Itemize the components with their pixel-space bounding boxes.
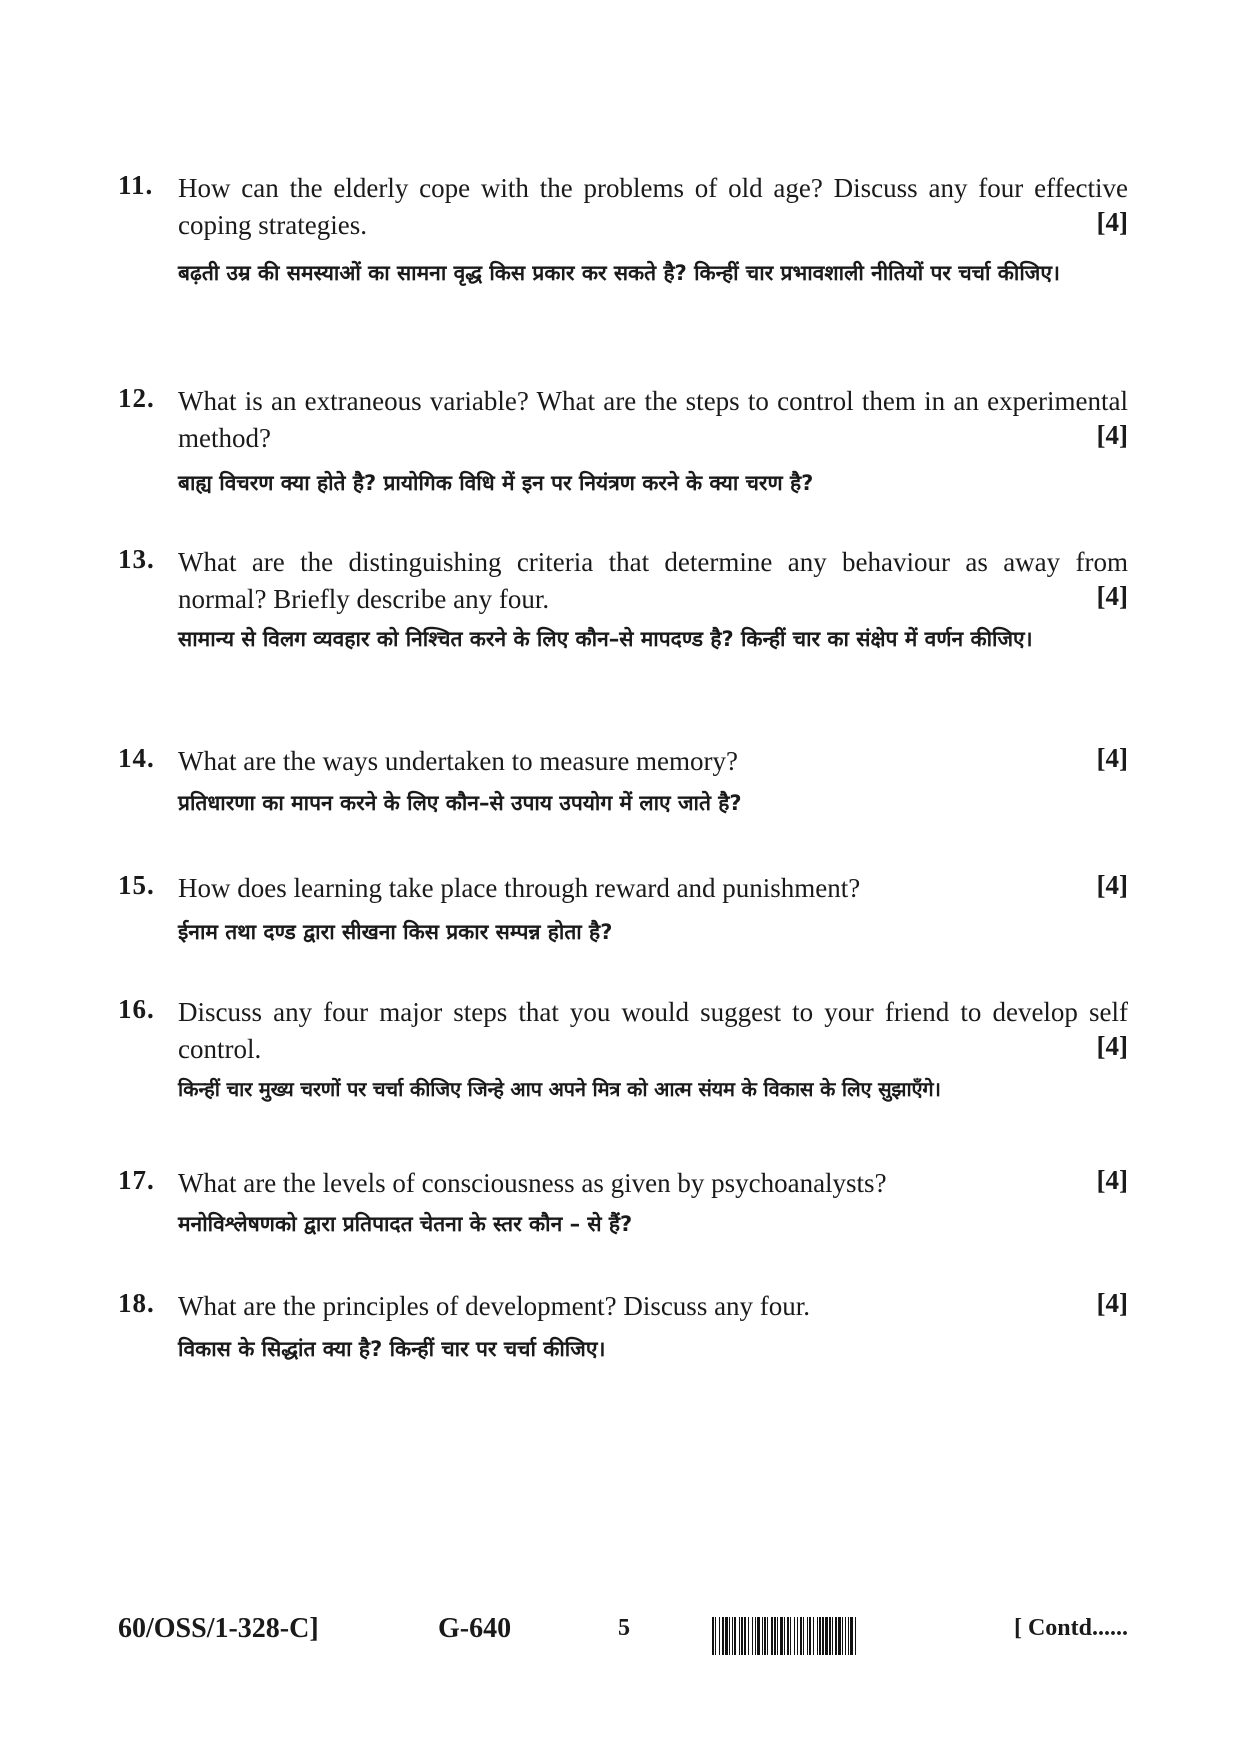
question-marks: [4] xyxy=(1096,743,1128,773)
question-english: What are the ways undertaken to measure memory? xyxy=(178,746,739,776)
page-number: 5 xyxy=(618,1615,630,1641)
question-hindi: बाह्य विचरण क्या होते है? प्रायोगिक विधि में इन पर नियंत्रण करने के क्या चरण है? xyxy=(178,471,814,495)
continued-label: [ Contd...... xyxy=(1013,1615,1128,1641)
question-hindi: ईनाम तथा दण्ड द्वारा सीखना किस प्रकार सम्पन्न होता है? xyxy=(178,920,613,944)
paper-code: 60/OSS/1-328-C] xyxy=(118,1613,319,1644)
question-number: 13. xyxy=(118,544,155,574)
question-marks: [4] xyxy=(1096,207,1128,237)
question-hindi: विकास के सिद्धांत क्या है? किन्हीं चार पर चर्चा कीजिए। xyxy=(178,1337,606,1361)
question-marks: [4] xyxy=(1096,581,1128,611)
question-english: How can the elderly cope with the problems of old age? Discuss any four effective coping strategies. xyxy=(178,173,1128,240)
question-marks: [4] xyxy=(1096,1165,1128,1195)
question-english: Discuss any four major steps that you would suggest to your friend to develop self control. xyxy=(178,997,1128,1064)
question-english: What are the levels of consciousness as given by psychoanalysts? xyxy=(178,1168,887,1198)
question-hindi: किन्हीं चार मुख्य चरणों पर चर्चा कीजिए जिन्हे आप अपने मित्र को आत्म संयम के विकास के लिए सुझाएँगे। xyxy=(178,1077,941,1101)
question-hindi: सामान्य से विलग व्यवहार को निश्चित करने के लिए कौन–से मापदण्ड है? किन्हीं चार का संक्षेप में वर्णन कीजिए। xyxy=(178,627,1033,651)
question-number: 15. xyxy=(118,870,155,900)
question-english: How does learning take place through reward and punishment? xyxy=(178,873,861,903)
question-hindi: प्रतिधारणा का मापन करने के लिए कौन–से उपाय उपयोग में लाए जाते है? xyxy=(178,791,742,815)
barcode-icon xyxy=(712,1617,988,1655)
question-hindi: मनोविश्लेषणको द्वारा प्रतिपादत चेतना के स्तर कौन – से हैं? xyxy=(178,1212,633,1236)
question-number: 16. xyxy=(118,994,155,1024)
question-english: What are the principles of development? Discuss any four. xyxy=(178,1291,811,1321)
question-number: 17. xyxy=(118,1165,155,1195)
question-english: What are the distinguishing criteria that determine any behaviour as away from normal? Briefly describe any four. xyxy=(178,547,1128,614)
question-number: 14. xyxy=(118,743,155,773)
question-english: What is an extraneous variable? What are the steps to control them in an experimental method? xyxy=(178,386,1128,453)
question-marks: [4] xyxy=(1096,1031,1128,1061)
question-marks: [4] xyxy=(1096,420,1128,450)
question-marks: [4] xyxy=(1096,870,1128,900)
question-number: 12. xyxy=(118,383,155,413)
question-marks: [4] xyxy=(1096,1288,1128,1318)
page-footer xyxy=(118,1613,1128,1653)
question-hindi: बढ़ती उम्र की समस्याओं का सामना वृद्ध किस प्रकार कर सकते है? किन्हीं चार प्रभावशाली नीतियों पर चर्चा कीजिए। xyxy=(178,261,1060,285)
question-number: 11. xyxy=(118,170,154,200)
question-number: 18. xyxy=(118,1288,155,1318)
series-code: G-640 xyxy=(438,1613,512,1644)
